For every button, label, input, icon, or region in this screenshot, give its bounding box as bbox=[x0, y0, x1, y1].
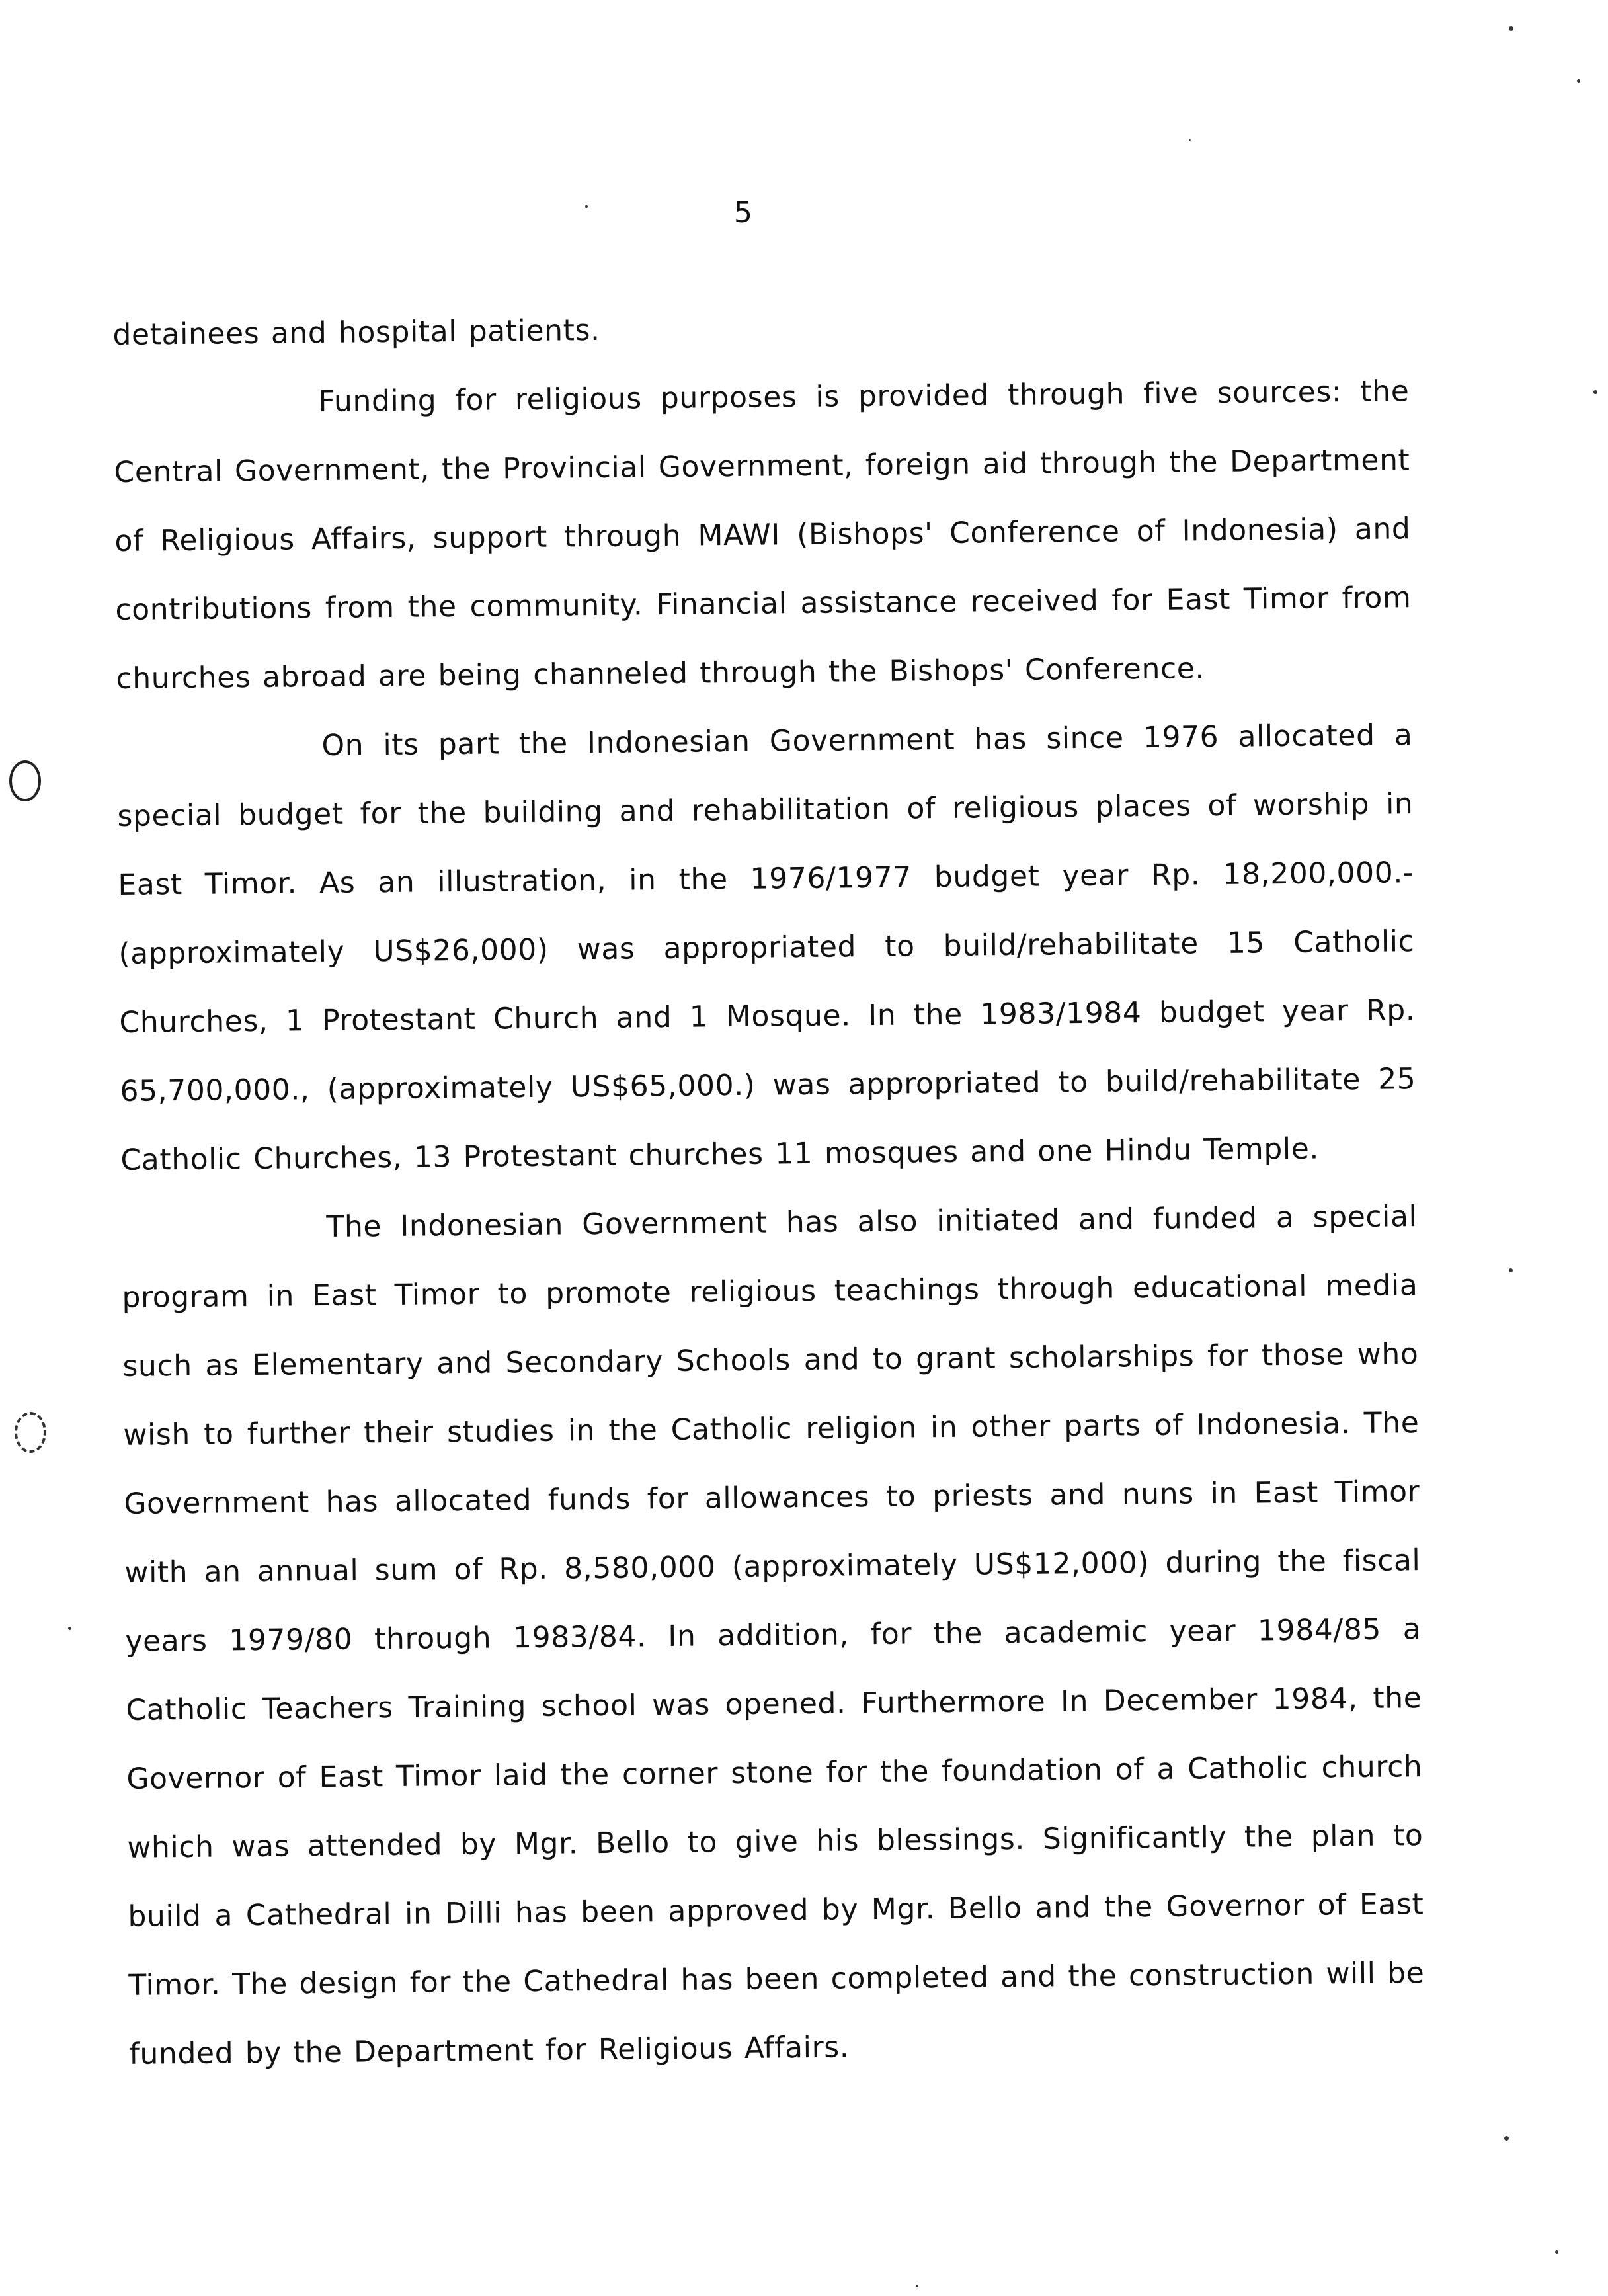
punch-hole-icon bbox=[15, 1412, 46, 1453]
page-number: 5 bbox=[734, 196, 752, 229]
scan-speck bbox=[916, 2285, 918, 2287]
scan-speck bbox=[1577, 79, 1580, 83]
scan-speck bbox=[68, 1627, 71, 1630]
scan-speck bbox=[1504, 2136, 1509, 2141]
scan-speck bbox=[1509, 26, 1513, 31]
paragraph-religious-program: The Indonesian Government has also initiated and funded a special program in East Timor to promote religious teachings through educational media such as Elementary and Secondary Schools and to grant scholarships for those who wish to further their studies in the Catholic religion in other parts of Indonesia. The Government has allocated funds for allowances to priests and nuns in East Timor with an annual sum of Rp. 8,580,000 (approximately US$12,000) during the fiscal years 1979/80 through 1983/84. In addition, for the academic year 1984/85 a Catholic Teachers Training school was opened. Furthermore In December 1984, the Governor of East Timor laid the corner stone for the foundation of a Catholic church which was attended by Mgr. Bello to give his blessings. Significantly the plan to build a Cathedral in Dilli has been approved by Mgr. Bello and the Governor of East Timor. The design for the Cathedral has been completed and the construction will be funded by the Department for Religious Affairs. bbox=[122, 1200, 1425, 2071]
paragraph-special-budget: On its part the Indonesian Government has since 1976 allocated a special budget for the building and rehabilitation of religious places of worship in East Timor. As an illustration, in the 1976/1977 budget year Rp. 18,200,000.- (approximately US$26,000) was appropriated to build/rehabilitate 15 Catholic Churches, 1 Protestant Church and 1 Mosque. In the 1983/1984 budget year Rp. 65,700,000., (approximately US$65,000.) was appropriated to build/rehabilitate 25 Catholic Churches, 13 Protestant churches 11 mosques and one Hindu Temple. bbox=[117, 718, 1416, 1177]
scan-speck bbox=[1509, 1268, 1513, 1272]
scan-speck bbox=[1593, 390, 1597, 394]
scan-speck bbox=[585, 205, 588, 208]
scan-speck bbox=[1555, 2250, 1558, 2254]
scan-speck bbox=[1189, 139, 1191, 141]
body-text bbox=[112, 288, 1426, 2089]
paragraph-continuation: detainees and hospital patients. bbox=[112, 313, 600, 352]
paragraph-funding-sources: Funding for religious purposes is provided through five sources: the Central Government, the Provincial Government, foreign aid through the Department of Religious Affairs, support through MAWI (Bishops' Conference of Indonesia) and contributions from the community. Financial assistance received for East Timor from churches abroad are being channeled through the Bishops' Conference. bbox=[114, 374, 1412, 696]
punch-hole-icon bbox=[9, 760, 41, 801]
